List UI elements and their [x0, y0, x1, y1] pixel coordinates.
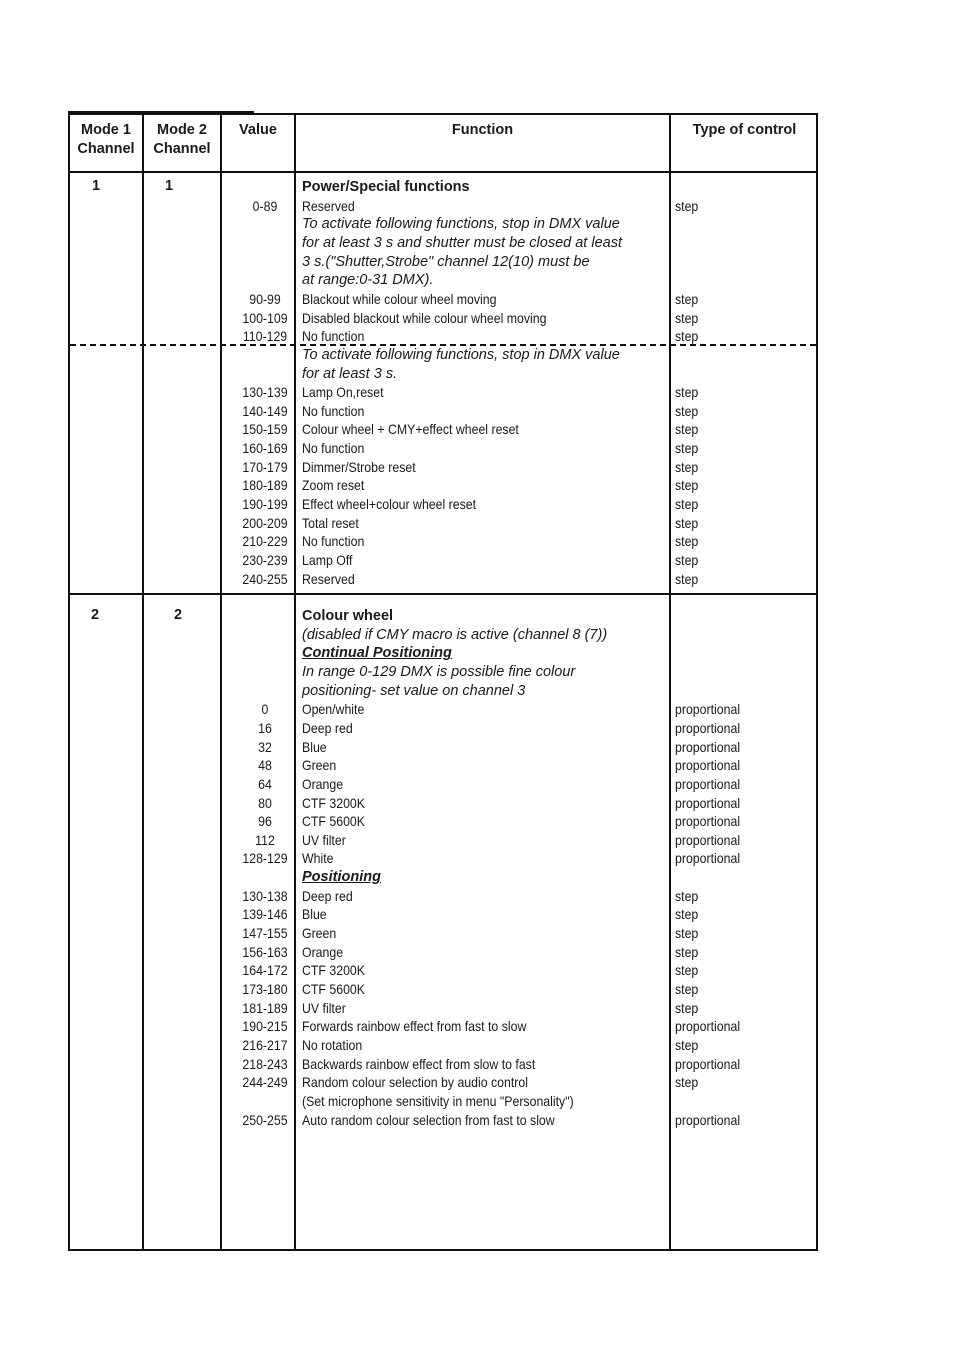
table-row [70, 1092, 816, 1111]
table-row [70, 849, 816, 868]
table-row [70, 663, 816, 682]
table-row [70, 383, 816, 402]
table-row [70, 290, 816, 309]
value-cell: 150-159 [242, 421, 288, 438]
value-cell: 156-163 [242, 943, 288, 960]
type-of-control-cell: proportional [675, 1018, 741, 1035]
function-cell: Lamp Off [302, 552, 353, 568]
value-cell: 80 [258, 794, 272, 811]
value-cell: 32 [258, 738, 272, 755]
type-of-control-cell: proportional [675, 701, 741, 718]
table-row [70, 812, 816, 831]
table-row [70, 458, 816, 477]
function-cell: Blackout while colour wheel moving [302, 290, 497, 307]
table-row [70, 756, 816, 775]
header-function: Function [451, 122, 514, 138]
value-cell: 90-99 [249, 290, 281, 307]
value-cell: 140-149 [242, 402, 288, 419]
value-cell: 160-169 [242, 440, 288, 457]
value-cell: 200-209 [242, 514, 288, 531]
function-cell: Total reset [302, 514, 359, 531]
type-of-control-cell: proportional [675, 1055, 741, 1072]
function-cell: Colour wheel [302, 608, 394, 624]
type-of-control-cell: step [675, 309, 699, 326]
value-cell: 244-249 [242, 1074, 288, 1091]
header-type-of-control: Type of control [692, 122, 797, 138]
table-row [70, 943, 816, 962]
header-divider [70, 171, 816, 173]
value-cell: 180-189 [242, 477, 288, 494]
type-of-control-cell: step [675, 458, 699, 475]
type-of-control-cell: step [675, 496, 699, 513]
table-row [70, 309, 816, 328]
type-of-control-cell: step [675, 328, 699, 345]
type-of-control-cell: step [675, 290, 699, 307]
function-cell: Effect wheel+colour wheel reset [302, 496, 477, 513]
mode2-channel-number: 1 [165, 178, 174, 194]
type-of-control-cell: step [675, 906, 699, 923]
type-of-control-cell: proportional [675, 775, 741, 792]
value-cell: 96 [258, 813, 272, 830]
value-cell: 240-255 [242, 570, 288, 587]
section-divider [70, 593, 816, 595]
function-cell: In range 0-129 DMX is possible fine colour [302, 663, 576, 680]
function-cell: Reserved [302, 570, 355, 587]
value-cell: 190-215 [242, 1018, 288, 1035]
type-of-control-cell: step [675, 1036, 699, 1053]
value-cell: 230-239 [242, 552, 288, 568]
function-cell: No rotation [302, 1036, 363, 1053]
table-row [70, 700, 816, 719]
function-cell: No function [302, 328, 365, 345]
value-cell: 130-139 [242, 384, 288, 401]
function-cell: No function [302, 533, 365, 550]
table-row [70, 365, 816, 384]
function-cell: No function [302, 440, 365, 457]
function-cell: Positioning [302, 869, 381, 886]
function-cell: Auto random colour selection from fast to slow [302, 1111, 555, 1128]
value-cell: 164-172 [242, 962, 288, 979]
value-cell: 216-217 [242, 1036, 288, 1053]
table-row [70, 439, 816, 458]
value-cell: 173-180 [242, 981, 288, 997]
function-cell: Disabled blackout while colour wheel moving [302, 309, 547, 326]
function-cell: UV filter [302, 999, 346, 1016]
table-row [70, 402, 816, 421]
table-row [70, 682, 816, 701]
type-of-control-cell: proportional [675, 794, 741, 811]
function-cell: UV filter [302, 831, 346, 848]
type-of-control-cell: step [675, 887, 699, 904]
function-cell: for at least 3 s. [302, 365, 398, 382]
function-cell: Open/white [302, 701, 365, 718]
type-of-control-cell: proportional [675, 1111, 741, 1128]
type-of-control-cell: step [675, 384, 699, 401]
table-row [70, 178, 816, 197]
function-cell: To activate following functions, stop in DMX value [302, 216, 620, 233]
function-cell: No function [302, 402, 365, 419]
value-cell: 181-189 [242, 999, 288, 1016]
function-cell: for at least 3 s and shutter must be closed at least [302, 234, 622, 251]
mode1-channel-number: 2 [91, 607, 100, 623]
value-cell: 170-179 [242, 458, 288, 475]
value-cell: 0 [261, 701, 269, 718]
value-cell: 110-129 [242, 328, 288, 345]
table-row [70, 551, 816, 570]
type-of-control-cell: proportional [675, 813, 741, 830]
value-cell: 147-155 [242, 925, 288, 942]
table-row [70, 980, 816, 999]
function-cell: CTF 5600K [302, 981, 366, 997]
table-row [70, 476, 816, 495]
value-cell: 100-109 [242, 309, 288, 326]
function-cell: CTF 5600K [302, 813, 366, 830]
function-cell: To activate following functions, stop in DMX value [302, 346, 620, 363]
table-row [70, 794, 816, 813]
table-row [70, 607, 816, 626]
function-cell: Backwards rainbow effect from slow to fast [302, 1055, 536, 1072]
function-cell: (disabled if CMY macro is active (channel 8 (7)) [302, 626, 608, 643]
function-cell: Deep red [302, 719, 353, 736]
table-row [70, 570, 816, 589]
type-of-control-cell: step [675, 1074, 699, 1091]
function-cell: Zoom reset [302, 477, 365, 494]
function-cell: (Set microphone sensitivity in menu "Personality") [302, 1092, 574, 1109]
function-cell: 3 s.("Shutter,Strobe" channel 12(10) must be [302, 253, 590, 270]
type-of-control-cell: step [675, 925, 699, 942]
mode1-channel-number: 1 [92, 178, 101, 194]
type-of-control-cell: proportional [675, 850, 741, 867]
value-cell: 64 [258, 775, 272, 792]
table-row [70, 887, 816, 906]
type-of-control-cell: step [675, 402, 699, 419]
value-cell: 112 [255, 831, 275, 848]
function-cell: CTF 3200K [302, 794, 366, 811]
table-row [70, 215, 816, 234]
header-value: Value [239, 122, 277, 138]
function-cell: Blue [302, 738, 327, 755]
table-row [70, 999, 816, 1018]
table-row [70, 626, 816, 645]
type-of-control-cell: proportional [675, 757, 741, 774]
function-cell: Orange [302, 943, 344, 960]
table-row [70, 831, 816, 850]
function-cell: Reserved [302, 197, 355, 214]
table-row [70, 271, 816, 290]
table-row [70, 1036, 816, 1055]
function-cell: Green [302, 925, 337, 942]
type-of-control-cell: step [675, 981, 699, 997]
function-cell: Orange [302, 775, 344, 792]
header-mode2-channel: Mode 2 Channel [153, 122, 211, 157]
table-row [70, 924, 816, 943]
value-cell: 48 [258, 757, 272, 774]
type-of-control-cell: step [675, 421, 699, 438]
table-row [70, 775, 816, 794]
function-cell: Power/Special functions [302, 179, 470, 195]
table-row [70, 514, 816, 533]
type-of-control-cell: step [675, 440, 699, 457]
function-cell: Lamp On,reset [302, 384, 384, 401]
table-row [70, 868, 816, 887]
function-cell: positioning- set value on channel 3 [302, 682, 526, 699]
type-of-control-cell: step [675, 533, 699, 550]
value-cell: 130-138 [242, 887, 288, 904]
table-row [70, 495, 816, 514]
function-cell: Random colour selection by audio control [302, 1074, 528, 1091]
table-row [70, 1111, 816, 1130]
table-row [70, 644, 816, 663]
function-cell: Green [302, 757, 337, 774]
table-row [70, 738, 816, 757]
value-cell: 139-146 [242, 906, 288, 923]
table-row [70, 961, 816, 980]
function-cell: Colour wheel + CMY+effect wheel reset [302, 421, 519, 438]
function-cell: Continual Positioning [302, 645, 452, 662]
table-row [70, 719, 816, 738]
table-row [70, 197, 816, 216]
table-row [70, 905, 816, 924]
function-cell: Forwards rainbow effect from fast to slow [302, 1018, 527, 1035]
header-mode1-channel: Mode 1 Channel [77, 122, 135, 157]
table-row [70, 1017, 816, 1036]
function-cell: Dimmer/Strobe reset [302, 458, 416, 475]
value-cell: 250-255 [242, 1111, 288, 1128]
dmx-channel-table [68, 113, 818, 1251]
type-of-control-cell: proportional [675, 831, 741, 848]
type-of-control-cell: step [675, 197, 699, 214]
type-of-control-cell: step [675, 999, 699, 1016]
type-of-control-cell: step [675, 552, 699, 568]
value-cell: 218-243 [242, 1055, 288, 1072]
value-cell: 128-129 [242, 850, 288, 867]
table-row [70, 253, 816, 272]
table-row [70, 1055, 816, 1074]
type-of-control-cell: step [675, 962, 699, 979]
function-cell: at range:0-31 DMX). [302, 272, 434, 289]
type-of-control-cell: step [675, 943, 699, 960]
type-of-control-cell: step [675, 570, 699, 587]
type-of-control-cell: proportional [675, 738, 741, 755]
value-cell: 0-89 [252, 197, 278, 214]
table-row [70, 327, 816, 346]
table-row [70, 1073, 816, 1092]
function-cell: CTF 3200K [302, 962, 366, 979]
type-of-control-cell: step [675, 477, 699, 494]
mode2-channel-number: 2 [174, 607, 183, 623]
type-of-control-cell: step [675, 514, 699, 531]
value-cell: 16 [258, 719, 272, 736]
table-row [70, 420, 816, 439]
table-row [70, 532, 816, 551]
type-of-control-cell: proportional [675, 719, 741, 736]
table-row [70, 346, 816, 365]
table-row [70, 234, 816, 253]
function-cell: Deep red [302, 887, 353, 904]
value-cell: 210-229 [242, 533, 288, 550]
function-cell: Blue [302, 906, 327, 923]
function-cell: White [302, 850, 334, 867]
value-cell: 190-199 [242, 496, 288, 513]
